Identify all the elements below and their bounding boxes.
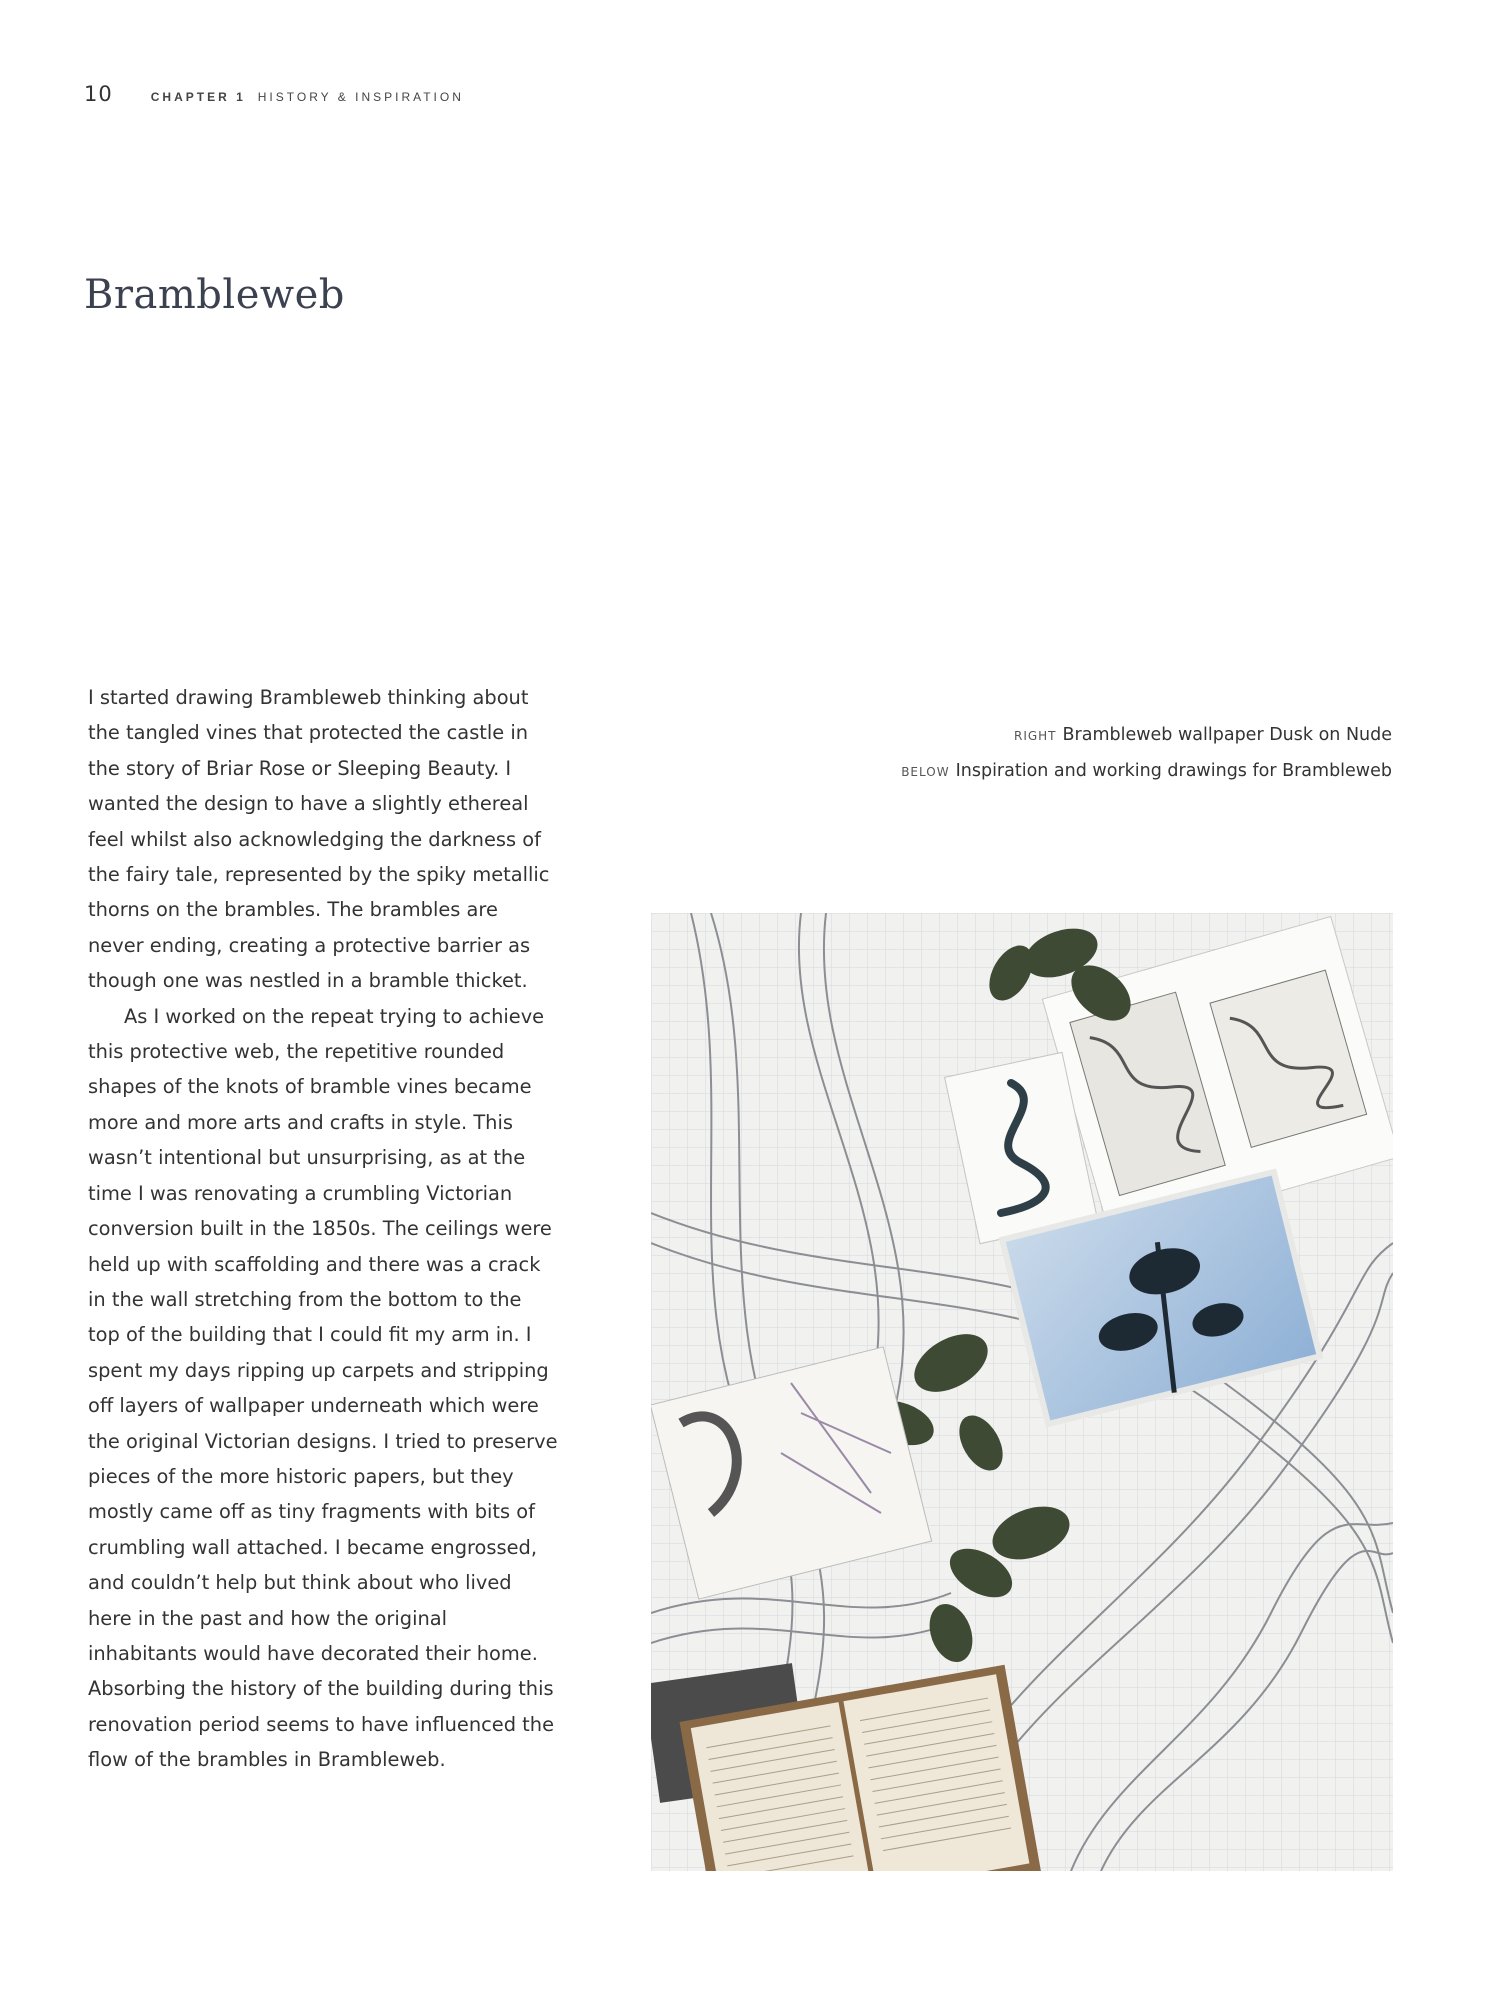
photo-captions (901, 718, 1392, 790)
page-number: 10 (84, 82, 113, 106)
caption-right-label: RIGHT (1013, 729, 1057, 743)
caption-right (901, 718, 1392, 754)
running-head (84, 82, 464, 112)
inspiration-photo (651, 913, 1393, 1871)
caption-below-label: BELOW (901, 765, 950, 779)
caption-below (901, 754, 1392, 790)
chapter-label: CHAPTER 1 (150, 90, 246, 104)
inspiration-photo-illustration (651, 913, 1393, 1871)
body-paragraph-2: As I worked on the repeat trying to achieve this protective web, the repetitive rounded shapes of the knots of bramble vines became more and more arts and crafts in style. This wasn’t intentional but unsurprising, as at the time I was renovating a crumbling Victorian conversion built in the 1850s. The ceilings were held up with scaffolding and there was a crack in the wall stretching from the bottom to the top of the building that I could fit my arm in. I spent my days ripping up carpets and stripping off layers of wallpaper underneath which were the original Victorian designs. I tried to preserve pieces of the more historic papers, but they mostly came off as tiny fragments with bits of crumbling wall attached. I became engrossed, and couldn’t help but think about who lived here in the past and how the original inhabitants would have decorated their home. Absorbing the history of the building during this renovation period seems to have influenced the flow of the brambles in Brambleweb. (88, 1004, 558, 1772)
body-text (88, 680, 558, 1778)
chapter-title: HISTORY & INSPIRATION (257, 90, 464, 104)
body-paragraph-1: I started drawing Brambleweb thinking about the tangled vines that protected the castle in the story of Briar Rose or Sleeping Beauty. I wanted the design to have a slightly ethereal feel whilst also acknowledging the darkness of the fairy tale, represented by the spiky metallic thorns on the brambles. The brambles are never ending, creating a protective barrier as though one was nestled in a bramble thicket. (88, 686, 550, 993)
caption-below-text: Inspiration and working drawings for Brambleweb (955, 761, 1392, 781)
section-title: Brambleweb (84, 272, 345, 318)
caption-right-text: Brambleweb wallpaper Dusk on Nude (1062, 725, 1392, 745)
